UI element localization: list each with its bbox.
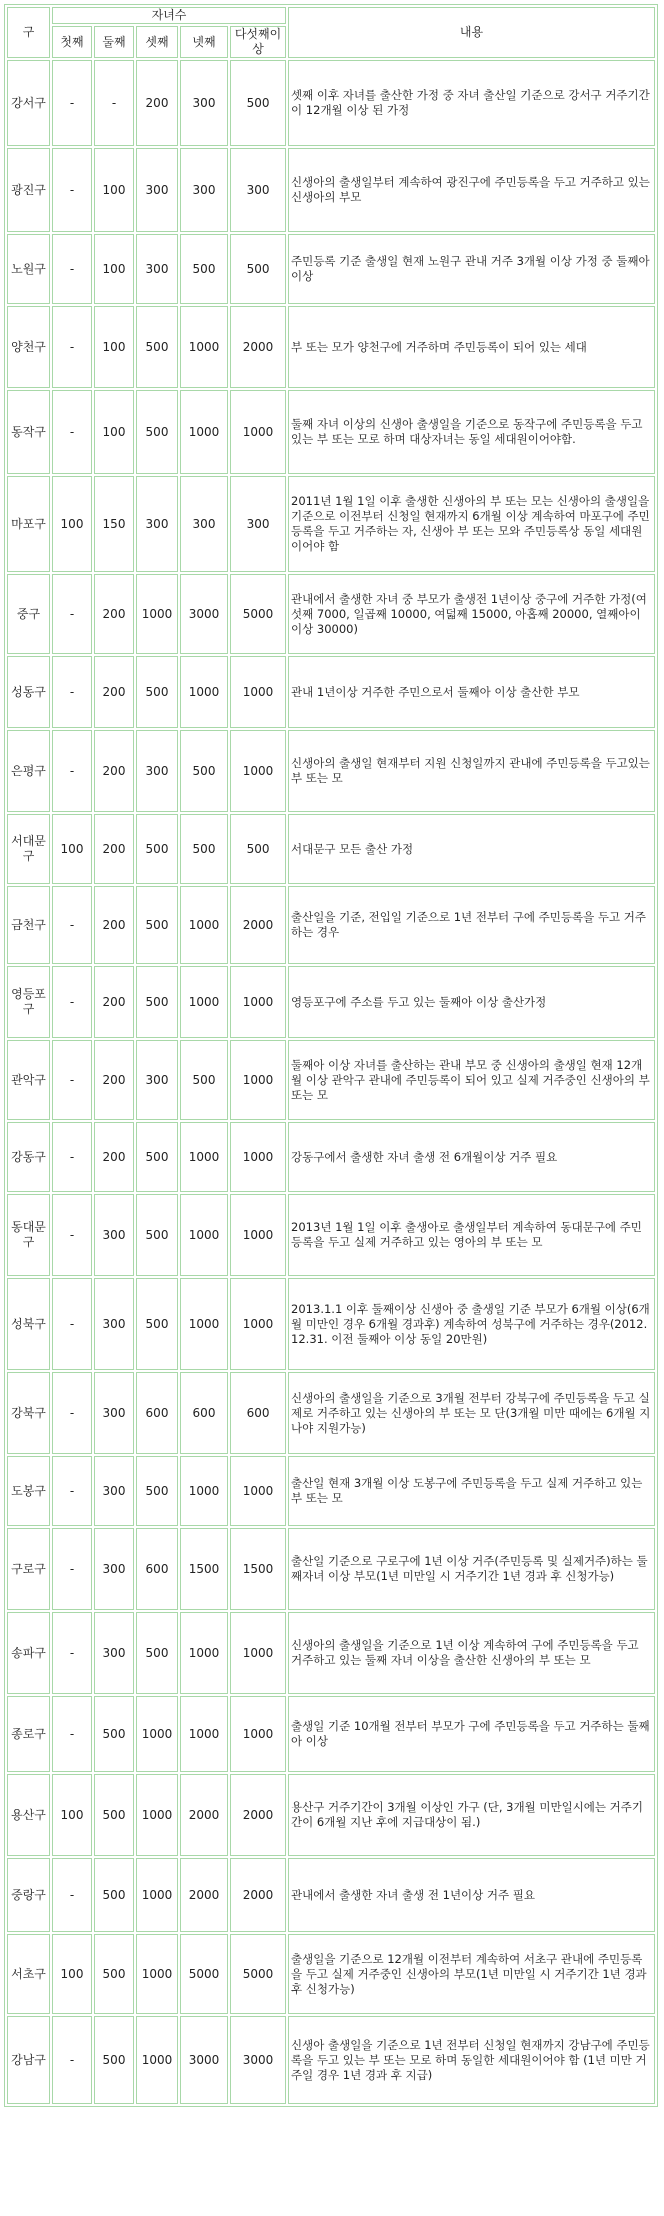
table-row [7,2016,655,2104]
first-child-amount: - [52,656,92,728]
third-child-amount: 500 [136,656,178,728]
district-birth-subsidy-table [4,4,658,2107]
table-row [7,1858,655,1932]
fourth-child-amount: 300 [180,148,228,232]
table-row [7,730,655,812]
first-child-amount: 100 [52,814,92,884]
second-child-amount: 500 [94,1858,134,1932]
table-row [7,60,655,146]
second-child-amount: 300 [94,1372,134,1454]
district-cell: 광진구 [7,148,50,232]
fourth-child-amount: 1000 [180,966,228,1038]
header-children-count: 자녀수 [52,7,286,24]
third-child-amount: 600 [136,1528,178,1610]
fourth-child-amount: 300 [180,60,228,146]
second-child-amount: 200 [94,574,134,654]
fourth-child-amount: 2000 [180,1774,228,1856]
second-child-amount: 500 [94,1774,134,1856]
fifth-plus-child-amount: 1000 [230,1456,286,1526]
third-child-amount: 1000 [136,1696,178,1772]
fourth-child-amount: 1000 [180,306,228,388]
table-row [7,1122,655,1192]
fifth-plus-child-amount: 1000 [230,1122,286,1192]
third-child-amount: 600 [136,1372,178,1454]
eligibility-description: 2013.1.1 이후 둘째이상 신생아 중 출생일 기준 부모가 6개월 이상(6개월 미만인 경우 6개월 경과후) 계속하여 성북구에 거주하는 경우(2012.12.31. 이전 둘째아 이상 동일 20만원) [288,1278,655,1370]
eligibility-description: 용산구 거주기간이 3개월 이상인 가구 (단, 3개월 미만일시에는 거주기간이 6개월 지난 후에 지급대상이 됨.) [288,1774,655,1856]
second-child-amount: 500 [94,1934,134,2014]
first-child-amount: - [52,1194,92,1276]
fourth-child-amount: 1000 [180,1696,228,1772]
fifth-plus-child-amount: 1000 [230,966,286,1038]
third-child-amount: 300 [136,1040,178,1120]
header-fifth-plus: 다섯째이상 [230,26,286,58]
first-child-amount: - [52,60,92,146]
table-row [7,814,655,884]
fifth-plus-child-amount: 2000 [230,1858,286,1932]
third-child-amount: 1000 [136,1934,178,2014]
eligibility-description: 출생일을 기준으로 12개월 이전부터 계속하여 서초구 관내에 주민등록을 두고 실제 거주중인 신생아의 부모(1년 미만일 시 거주기간 1년 경과 후 신청가능) [288,1934,655,2014]
first-child-amount: - [52,1122,92,1192]
second-child-amount: 200 [94,886,134,964]
eligibility-description: 2013년 1월 1일 이후 출생아로 출생일부터 계속하여 동대문구에 주민등록을 두고 실제 거주하고 있는 영아의 부 또는 모 [288,1194,655,1276]
table-row [7,1194,655,1276]
third-child-amount: 500 [136,886,178,964]
header-content: 내용 [288,7,655,58]
fifth-plus-child-amount: 1000 [230,1040,286,1120]
fifth-plus-child-amount: 500 [230,814,286,884]
fifth-plus-child-amount: 2000 [230,886,286,964]
district-cell: 동대문구 [7,1194,50,1276]
eligibility-description: 신생아의 출생일을 기준으로 1년 이상 계속하여 구에 주민등록을 두고 거주하고 있는 둘째 자녀 이상을 출산한 신생아의 부 또는 모 [288,1612,655,1694]
table-row [7,148,655,232]
fourth-child-amount: 1000 [180,1456,228,1526]
fourth-child-amount: 1000 [180,1122,228,1192]
table-row [7,1528,655,1610]
first-child-amount: - [52,574,92,654]
third-child-amount: 300 [136,148,178,232]
third-child-amount: 500 [136,1612,178,1694]
eligibility-description: 영등포구에 주소를 두고 있는 둘째아 이상 출산가정 [288,966,655,1038]
second-child-amount: 100 [94,148,134,232]
fifth-plus-child-amount: 500 [230,60,286,146]
header-third: 셋째 [136,26,178,58]
district-cell: 종로구 [7,1696,50,1772]
fourth-child-amount: 500 [180,1040,228,1120]
table-row [7,1774,655,1856]
eligibility-description: 주민등록 기준 출생일 현재 노원구 관내 거주 3개월 이상 가정 중 둘째아 이상 [288,234,655,304]
first-child-amount: - [52,2016,92,2104]
header-second: 둘째 [94,26,134,58]
fifth-plus-child-amount: 300 [230,476,286,572]
district-cell: 마포구 [7,476,50,572]
third-child-amount: 500 [136,390,178,474]
fifth-plus-child-amount: 500 [230,234,286,304]
table-row [7,1456,655,1526]
fifth-plus-child-amount: 5000 [230,574,286,654]
eligibility-description: 출산일 현재 3개월 이상 도봉구에 주민등록을 두고 실제 거주하고 있는 부 또는 모 [288,1456,655,1526]
eligibility-description: 관내 1년이상 거주한 주민으로서 둘째아 이상 출산한 부모 [288,656,655,728]
eligibility-description: 둘째아 이상 자녀를 출산하는 관내 부모 중 신생아의 출생일 현재 12개월 이상 관악구 관내에 주민등록이 되어 있고 실제 거주중인 신생아의 부 또는 모 [288,1040,655,1120]
second-child-amount: 100 [94,234,134,304]
eligibility-description: 부 또는 모가 양천구에 거주하며 주민등록이 되어 있는 세대 [288,306,655,388]
second-child-amount: 300 [94,1278,134,1370]
fourth-child-amount: 1000 [180,1612,228,1694]
district-cell: 강서구 [7,60,50,146]
district-cell: 송파구 [7,1612,50,1694]
fourth-child-amount: 1000 [180,656,228,728]
eligibility-description: 신생아의 출생일을 기준으로 3개월 전부터 강북구에 주민등록을 두고 실제로 거주하고 있는 신생아의 부 또는 모 단(3개월 미만 때에는 6개월 지나야 지원가능) [288,1372,655,1454]
fourth-child-amount: 3000 [180,2016,228,2104]
fifth-plus-child-amount: 5000 [230,1934,286,2014]
eligibility-description: 신생아의 출생일부터 계속하여 광진구에 주민등록을 두고 거주하고 있는 신생아의 부모 [288,148,655,232]
eligibility-description: 2011년 1월 1일 이후 출생한 신생아의 부 또는 모는 신생아의 출생일을 기준으로 이전부터 신청일 현재까지 6개월 이상 계속하여 마포구에 주민등록을 두고 거주하는 자, 신생아 부 또는 모와 주민등록상 동일 세대원이어야 함 [288,476,655,572]
table-row [7,886,655,964]
first-child-amount: - [52,886,92,964]
second-child-amount: 200 [94,656,134,728]
first-child-amount: - [52,1858,92,1932]
first-child-amount: - [52,1278,92,1370]
second-child-amount: 300 [94,1612,134,1694]
third-child-amount: 300 [136,234,178,304]
fifth-plus-child-amount: 1500 [230,1528,286,1610]
table-row [7,1372,655,1454]
fourth-child-amount: 500 [180,814,228,884]
eligibility-description: 출생일 기준 10개월 전부터 부모가 구에 주민등록을 두고 거주하는 둘째아 이상 [288,1696,655,1772]
third-child-amount: 1000 [136,1858,178,1932]
third-child-amount: 200 [136,60,178,146]
eligibility-description: 서대문구 모든 출산 가정 [288,814,655,884]
third-child-amount: 500 [136,1278,178,1370]
district-cell: 서대문구 [7,814,50,884]
fifth-plus-child-amount: 1000 [230,1612,286,1694]
first-child-amount: - [52,1040,92,1120]
district-cell: 중랑구 [7,1858,50,1932]
district-cell: 구로구 [7,1528,50,1610]
first-child-amount: - [52,1528,92,1610]
district-cell: 서초구 [7,1934,50,2014]
district-cell: 양천구 [7,306,50,388]
district-cell: 용산구 [7,1774,50,1856]
first-child-amount: - [52,1612,92,1694]
first-child-amount: - [52,234,92,304]
district-cell: 관악구 [7,1040,50,1120]
second-child-amount: 500 [94,2016,134,2104]
fourth-child-amount: 1500 [180,1528,228,1610]
district-cell: 은평구 [7,730,50,812]
third-child-amount: 1000 [136,574,178,654]
table-row [7,234,655,304]
second-child-amount: 200 [94,1122,134,1192]
district-cell: 강북구 [7,1372,50,1454]
fifth-plus-child-amount: 1000 [230,730,286,812]
district-cell: 강남구 [7,2016,50,2104]
eligibility-description: 관내에서 출생한 자녀 중 부모가 출생전 1년이상 중구에 거주한 가정(여섯째 7000, 일곱째 10000, 여덟째 15000, 아홉째 20000, 열째아이 이상 30000) [288,574,655,654]
first-child-amount: - [52,730,92,812]
second-child-amount: 200 [94,814,134,884]
table-row [7,1934,655,2014]
fourth-child-amount: 500 [180,234,228,304]
table-row [7,656,655,728]
eligibility-description: 출산일을 기준, 전입일 기준으로 1년 전부터 구에 주민등록을 두고 거주하는 경우 [288,886,655,964]
header-district: 구 [7,7,50,58]
table-row [7,476,655,572]
eligibility-description: 출산일 기준으로 구로구에 1년 이상 거주(주민등록 및 실제거주)하는 둘째자녀 이상 부모(1년 미만일 시 거주기간 1년 경과 후 신청가능) [288,1528,655,1610]
table-row [7,1696,655,1772]
third-child-amount: 300 [136,476,178,572]
fourth-child-amount: 3000 [180,574,228,654]
district-cell: 영등포구 [7,966,50,1038]
second-child-amount: 300 [94,1528,134,1610]
table-row [7,306,655,388]
third-child-amount: 500 [136,1122,178,1192]
fifth-plus-child-amount: 600 [230,1372,286,1454]
fourth-child-amount: 1000 [180,886,228,964]
third-child-amount: 500 [136,814,178,884]
header-fourth: 넷째 [180,26,228,58]
fifth-plus-child-amount: 1000 [230,656,286,728]
fifth-plus-child-amount: 1000 [230,1278,286,1370]
second-child-amount: 150 [94,476,134,572]
eligibility-description: 신생아 출생일을 기준으로 1년 전부터 신청일 현재까지 강남구에 주민등록을 두고 있는 부 또는 모로 하며 동일한 세대원이어야 함 (1년 미만 거주일 경우 1년 경과 후 지급) [288,2016,655,2104]
first-child-amount: 100 [52,1774,92,1856]
fourth-child-amount: 300 [180,476,228,572]
district-cell: 중구 [7,574,50,654]
third-child-amount: 500 [136,306,178,388]
fourth-child-amount: 500 [180,730,228,812]
fourth-child-amount: 1000 [180,1194,228,1276]
fifth-plus-child-amount: 1000 [230,1194,286,1276]
second-child-amount: 200 [94,966,134,1038]
district-cell: 금천구 [7,886,50,964]
second-child-amount: 200 [94,1040,134,1120]
fifth-plus-child-amount: 2000 [230,306,286,388]
fifth-plus-child-amount: 3000 [230,2016,286,2104]
second-child-amount: 500 [94,1696,134,1772]
table-row [7,966,655,1038]
table-row [7,1040,655,1120]
first-child-amount: - [52,1456,92,1526]
second-child-amount: 300 [94,1194,134,1276]
third-child-amount: 1000 [136,2016,178,2104]
table-row [7,1278,655,1370]
eligibility-description: 신생아의 출생일 현재부터 지원 신청일까지 관내에 주민등록을 두고있는 부 또는 모 [288,730,655,812]
fourth-child-amount: 600 [180,1372,228,1454]
third-child-amount: 500 [136,1456,178,1526]
eligibility-description: 둘째 자녀 이상의 신생아 출생일을 기준으로 동작구에 주민등록을 두고 있는 부 또는 모로 하며 대상자녀는 동일 세대원이어야함. [288,390,655,474]
second-child-amount: - [94,60,134,146]
district-cell: 도봉구 [7,1456,50,1526]
district-cell: 노원구 [7,234,50,304]
table-row [7,390,655,474]
first-child-amount: - [52,1696,92,1772]
table-row [7,1612,655,1694]
eligibility-description: 강동구에서 출생한 자녀 출생 전 6개월이상 거주 필요 [288,1122,655,1192]
fifth-plus-child-amount: 300 [230,148,286,232]
table-row [7,574,655,654]
second-child-amount: 300 [94,1456,134,1526]
header-first: 첫째 [52,26,92,58]
first-child-amount: - [52,966,92,1038]
third-child-amount: 300 [136,730,178,812]
first-child-amount: - [52,306,92,388]
third-child-amount: 500 [136,1194,178,1276]
district-cell: 성북구 [7,1278,50,1370]
first-child-amount: - [52,390,92,474]
first-child-amount: - [52,1372,92,1454]
third-child-amount: 500 [136,966,178,1038]
fourth-child-amount: 5000 [180,1934,228,2014]
second-child-amount: 200 [94,730,134,812]
fourth-child-amount: 1000 [180,1278,228,1370]
fifth-plus-child-amount: 1000 [230,390,286,474]
eligibility-description: 관내에서 출생한 자녀 출생 전 1년이상 거주 필요 [288,1858,655,1932]
second-child-amount: 100 [94,390,134,474]
fifth-plus-child-amount: 1000 [230,1696,286,1772]
fourth-child-amount: 2000 [180,1858,228,1932]
first-child-amount: 100 [52,476,92,572]
fourth-child-amount: 1000 [180,390,228,474]
fifth-plus-child-amount: 2000 [230,1774,286,1856]
first-child-amount: - [52,148,92,232]
first-child-amount: 100 [52,1934,92,2014]
eligibility-description: 셋째 이후 자녀를 출산한 가정 중 자녀 출산일 기준으로 강서구 거주기간이 12개월 이상 된 가정 [288,60,655,146]
district-cell: 성동구 [7,656,50,728]
district-cell: 동작구 [7,390,50,474]
second-child-amount: 100 [94,306,134,388]
third-child-amount: 1000 [136,1774,178,1856]
district-cell: 강동구 [7,1122,50,1192]
